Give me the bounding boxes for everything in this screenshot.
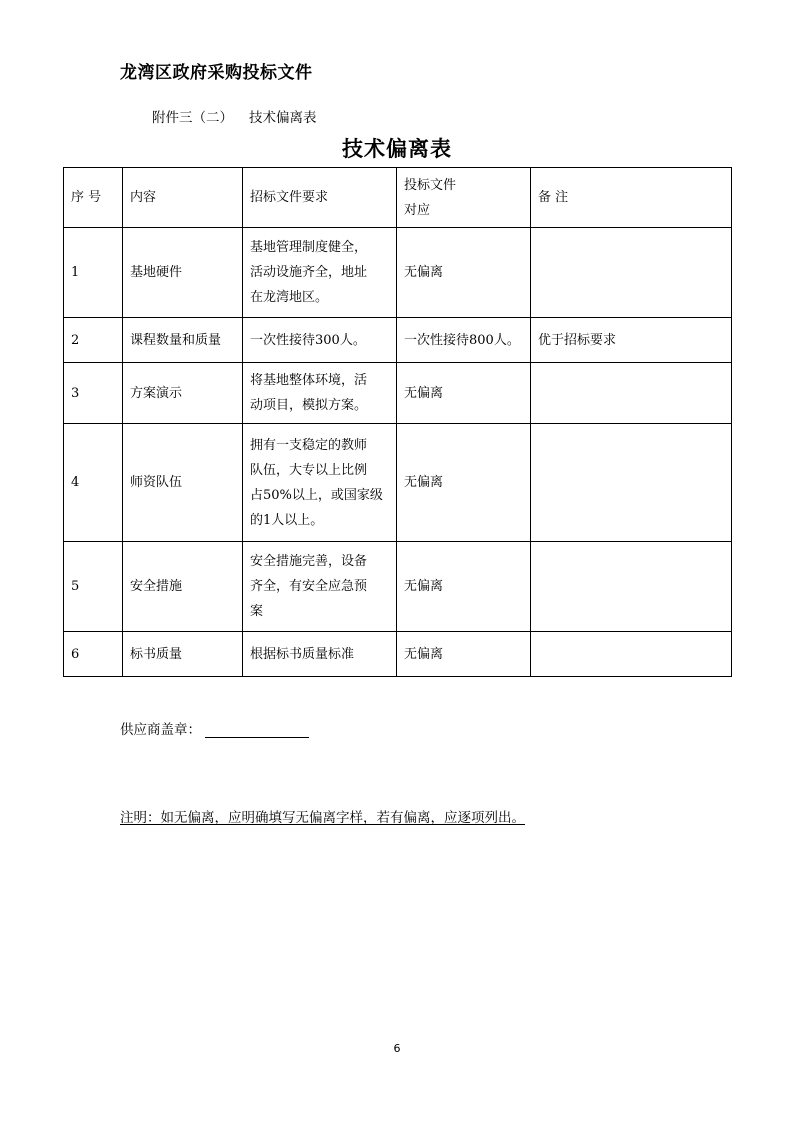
cell-requirement: 拥有一支稳定的教师 队伍，大专以上比例 占50%以上，或国家级 的1人以上。 [243,424,397,542]
table-row [64,542,732,632]
cell-content: 师资队伍 [123,424,243,542]
cell-remark [531,228,732,318]
cell-content: 安全措施 [123,542,243,632]
table-row [64,318,732,363]
note-text: 注明：如无偏离，应明确填写无偏离字样，若有偏离，应逐项列出。 [120,810,525,826]
header-response: 投标文件 对应 [397,168,531,228]
supplier-seal-blank-line[interactable] [205,723,309,738]
cell-response: 无偏离 [397,632,531,677]
header-requirement: 招标文件要求 [243,168,397,228]
table-header-row [64,168,732,228]
cell-response: 无偏离 [397,228,531,318]
cell-requirement: 将基地整体环境，活 动项目，模拟方案。 [243,363,397,424]
cell-content: 方案演示 [123,363,243,424]
cell-response: 一次性接待800人。 [397,318,531,363]
table-row [64,424,732,542]
supplier-seal [120,718,309,738]
cell-requirement: 根据标书质量标准 [243,632,397,677]
cell-remark [531,542,732,632]
header-content: 内容 [123,168,243,228]
cell-seq: 2 [64,318,123,363]
header-seq: 序 号 [64,168,123,228]
cell-content: 基地硬件 [123,228,243,318]
document-header-title: 龙湾区政府采购投标文件 [120,63,313,83]
cell-response: 无偏离 [397,542,531,632]
cell-remark [531,424,732,542]
attachment-number: 附件三（二） [152,110,233,126]
attachment-label [152,106,317,126]
cell-remark: 优于招标要求 [531,318,732,363]
cell-response: 无偏离 [397,363,531,424]
table-row [64,363,732,424]
cell-requirement: 安全措施完善，设备 齐全，有安全应急预 案 [243,542,397,632]
cell-seq: 6 [64,632,123,677]
cell-seq: 3 [64,363,123,424]
cell-remark [531,632,732,677]
table-title: 技术偏离表 [342,137,452,161]
cell-requirement: 基地管理制度健全， 活动设施齐全，地址 在龙湾地区。 [243,228,397,318]
cell-content: 标书质量 [123,632,243,677]
cell-requirement: 一次性接待300人。 [243,318,397,363]
cell-seq: 5 [64,542,123,632]
page-number: 6 [393,1042,401,1055]
cell-response: 无偏离 [397,424,531,542]
cell-content: 课程数量和质量 [123,318,243,363]
supplier-seal-label: 供应商盖章： [120,722,201,738]
cell-seq: 1 [64,228,123,318]
table-row [64,228,732,318]
attachment-name: 技术偏离表 [249,110,317,126]
deviation-table [63,167,732,677]
header-remark: 备 注 [531,168,732,228]
table-row [64,632,732,677]
cell-seq: 4 [64,424,123,542]
cell-remark [531,363,732,424]
